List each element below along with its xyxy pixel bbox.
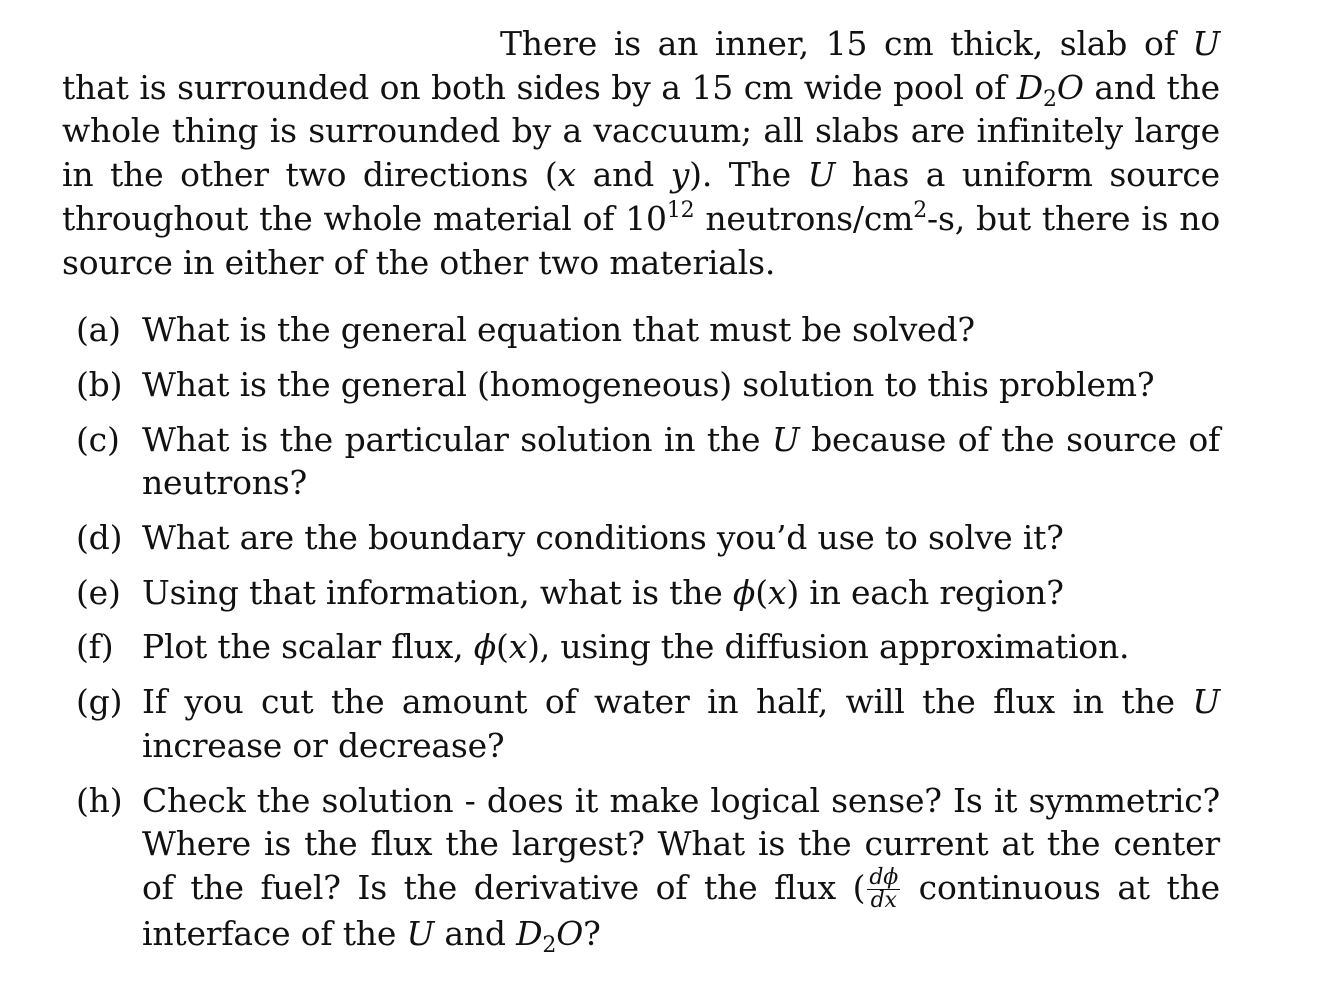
question-text: What is the general equation that must be solved? (142, 310, 975, 350)
question-text: Check the solution - does it make logical sense? Is it symmetric? Where is the flux the largest? What is the current at the center of the fuel? Is the derivative of the flux ( $\frac{d\phi}{dx}$ continuous at the interface of the U and $D_2O$? (142, 780, 1220, 959)
question-label: (h) (76, 780, 123, 820)
question-label: (d) (76, 518, 123, 558)
question-label: (f) (76, 627, 114, 667)
question-text: Plot the scalar flux, ϕ(x), using the diffusion approximation. (142, 627, 1130, 667)
question-label: (b) (76, 364, 123, 404)
problem-statement: There is an inner, 15 cm thick, slab of U that is surrounded on both sides by a 15 cm wide pool of $D_2O$ and the whole thing is surrounded by a vaccuum; all slabs are infinitely large in the other two directions (x and y). The U has a uniform source throughout the whole material of $10^{12}$ neutrons/$cm^2-s$, but there is no source in either of the other two materials. (62, 24, 1220, 282)
question-label: (e) (76, 572, 121, 612)
question-item-f (62, 625, 1220, 669)
question-label: (a) (76, 310, 121, 350)
question-item-a (62, 308, 1220, 352)
question-label: (g) (76, 682, 123, 722)
question-text: What is the particular solution in the U because of the source of neutrons? (142, 419, 1221, 503)
document-page (62, 22, 1220, 967)
question-text: If you cut the amount of water in half, will the flux in the U increase or decrease? (142, 682, 1220, 765)
question-item-b (62, 363, 1220, 407)
question-list (62, 308, 1221, 959)
question-item-e (62, 571, 1220, 615)
question-text: What are the boundary conditions you’d use to solve it? (142, 518, 1064, 558)
question-label: (c) (76, 419, 120, 459)
question-item-c (62, 418, 1220, 505)
question-text: What is the general (homogeneous) solution to this problem? (142, 364, 1155, 404)
question-item-h (62, 779, 1220, 957)
question-text: Using that information, what is the ϕ(x) in each region? (142, 572, 1064, 612)
question-item-d (62, 516, 1220, 560)
question-item-g (62, 680, 1220, 767)
